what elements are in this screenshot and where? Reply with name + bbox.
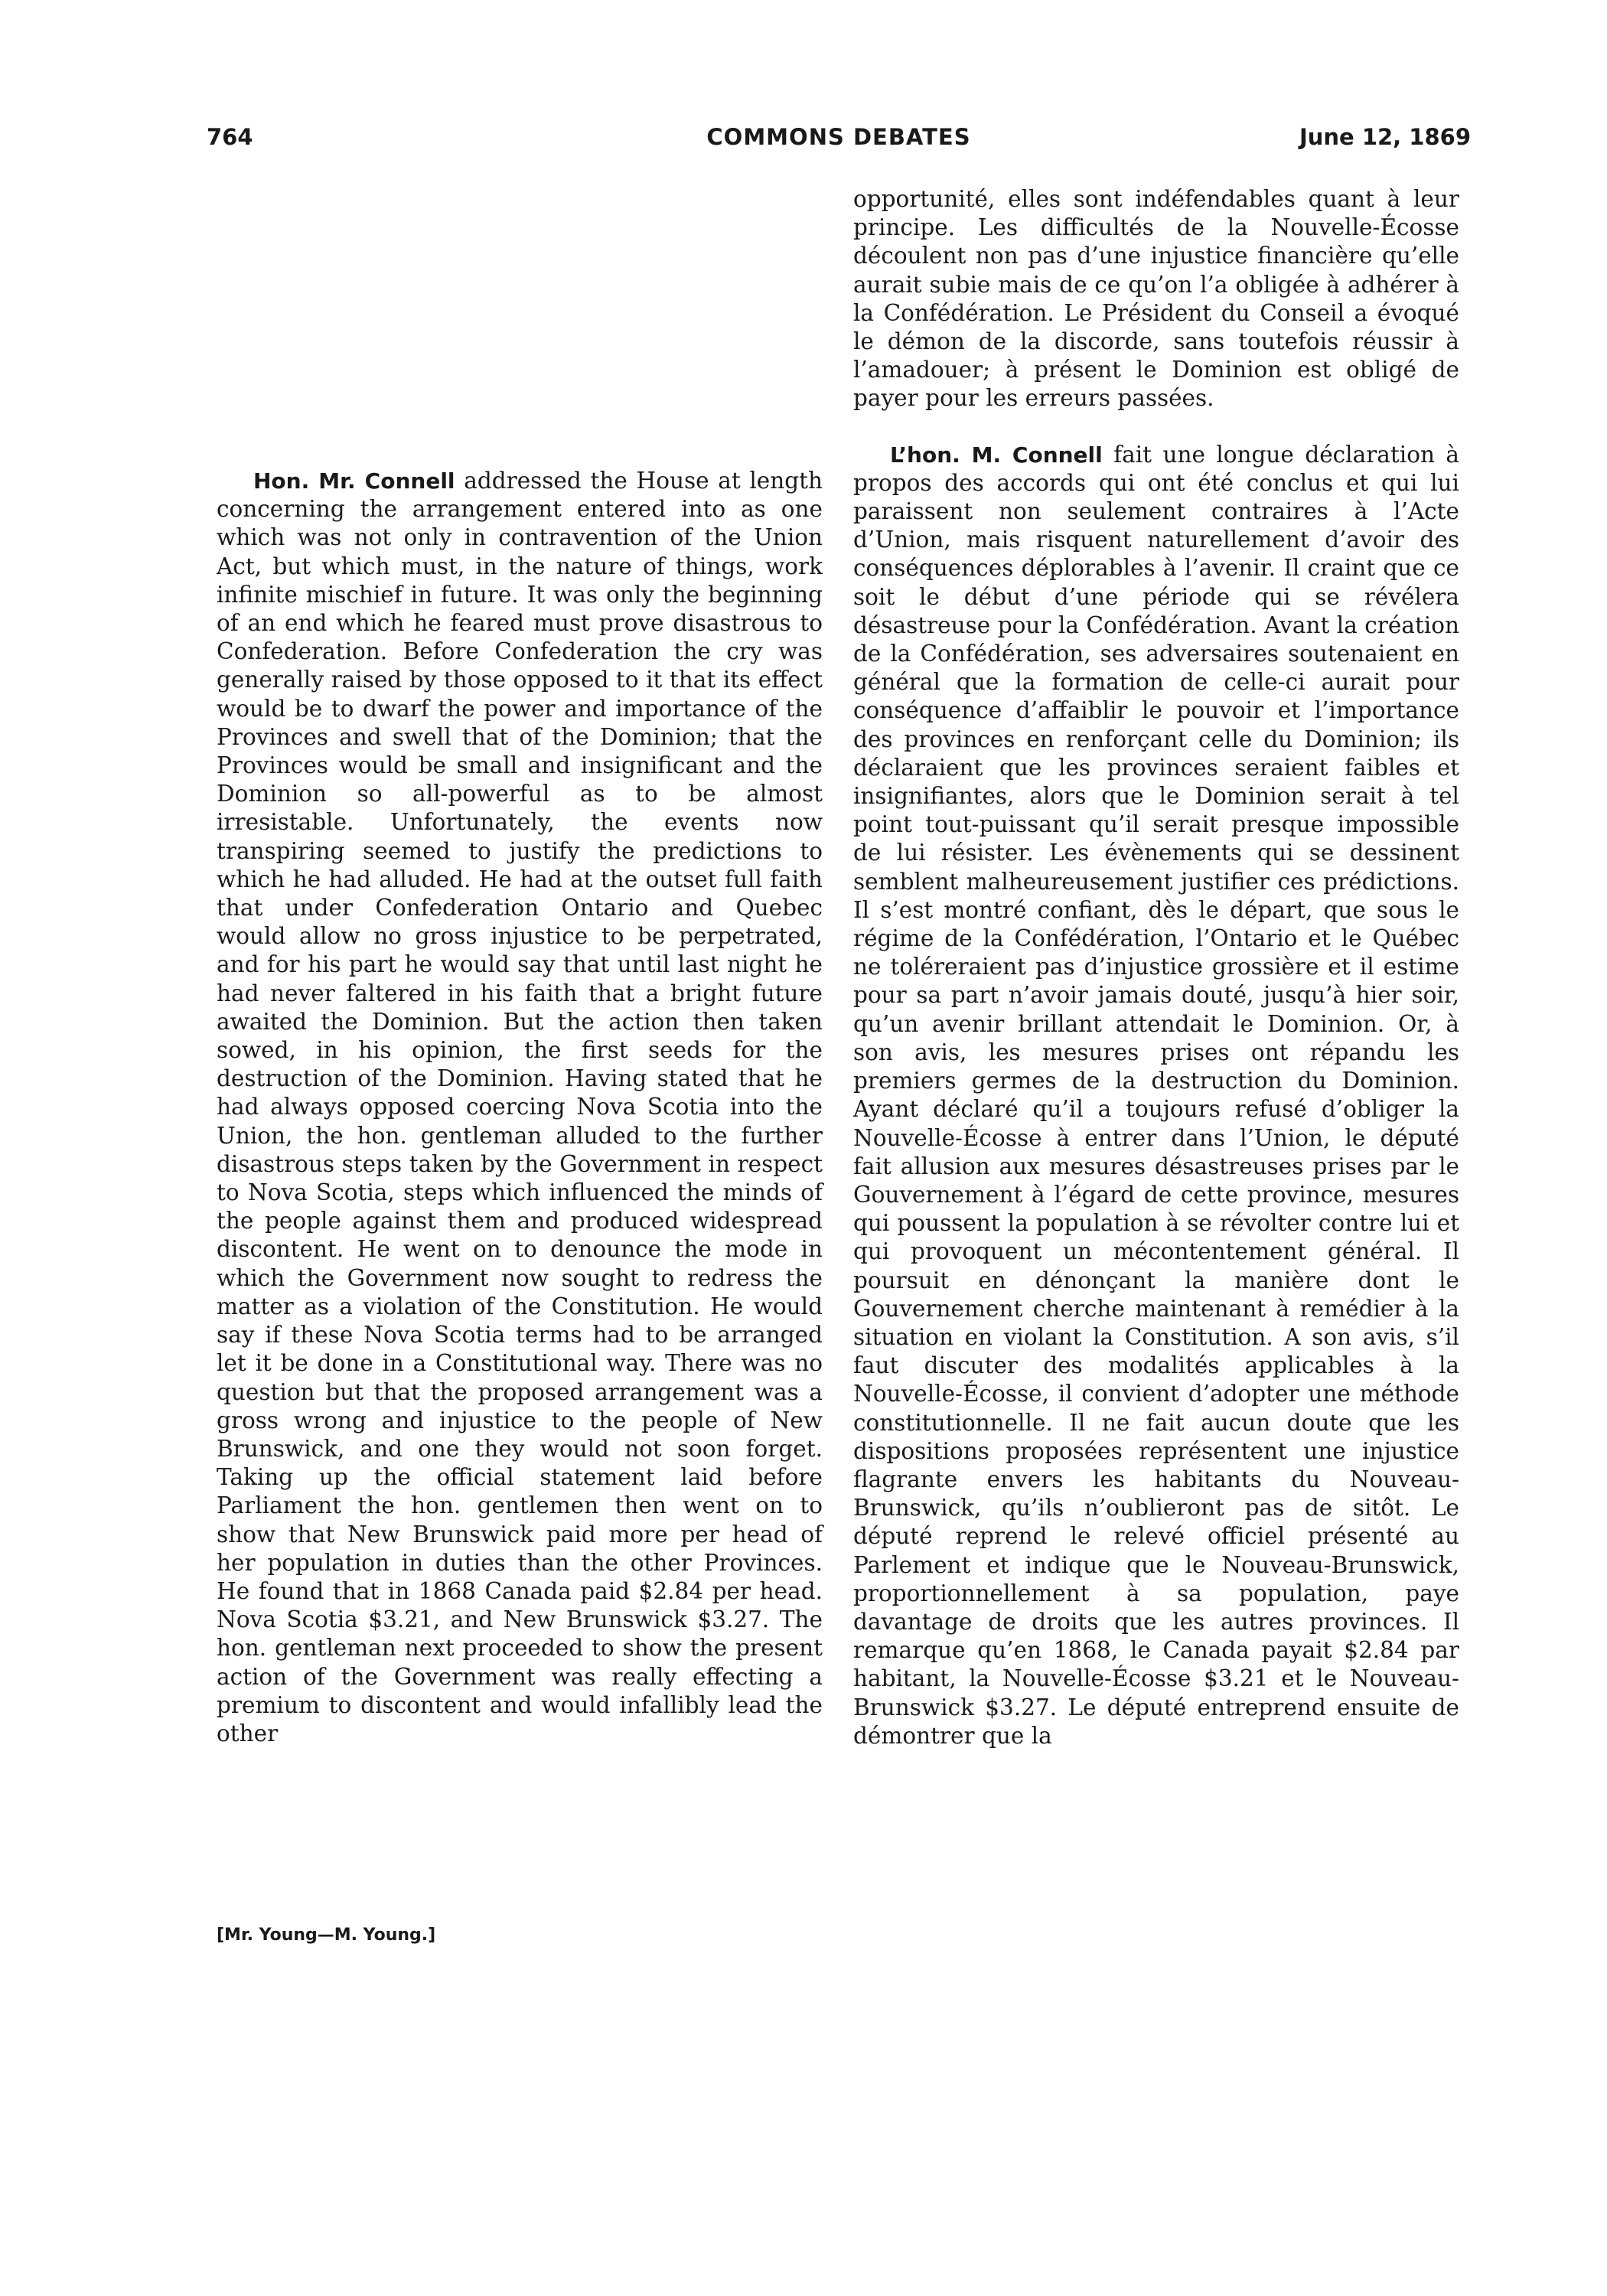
page-date: June 12, 1869 — [1299, 124, 1471, 150]
page-header — [207, 124, 1471, 155]
paragraph-text: addressed the House at length concerning the arrangement entered into as one which was not only in contravention of the Union Act, but which must, in the nature of things, work infinite mischief in future. It was only the beginning of an end which he feared must prove disastrous to Confederation. Before Confederation the cry was generally raised by those opposed to it that its effect would be to dwarf the power and importance of the Provinces and swell that of the Dominion; that the Provinces would be small and insignificant and the Dominion so all-powerful as to be almost irresistable. Unfortunately, the events now transpiring seemed to justify the predictions to which he had alluded. He had at the outset full faith that under Confederation Ontario and Quebec would allow no gross injustice to be perpetrated, and for his part he would say that until last night he had never faltered in his faith that a bright future awaited the Dominion. But the action then taken sowed, in his opinion, the first seeds for the destruction of the Dominion. Having stated that he had always opposed coercing Nova Scotia into the Union, the hon. gentleman alluded to the further disastrous steps taken by the Government in respect to Nova Scotia, steps which influenced the minds of the people against them and produced widespread discontent. He went on to denounce the mode in which the Government now sought to redress the matter as a violation of the Constitution. He would say if these Nova Scotia terms had to be arranged let it be done in a Constitutional way. There was no question but that the proposed arrangement was a gross wrong and injustice to the people of New Brunswick, and one they would not soon forget. Taking up the official statement laid before Parliament the hon. gentlemen then went on to show that New Brunswick paid more per head of her population in duties than the other Provinces. He found that in 1868 Canada paid $2.84 per head. Nova Scotia $3.21, and New Brunswick $3.27. The hon. gentleman next proceeded to show the present action of the Government was really effecting a premium to discontent and would infallibly lead the other — [217, 468, 823, 1746]
english-column — [217, 467, 823, 1748]
french-column — [853, 185, 1459, 1750]
speaker-name: Hon. Mr. Connell — [253, 468, 455, 494]
speaker-name-fr: L’hon. M. Connell — [890, 442, 1103, 468]
publication-title: COMMONS DEBATES — [706, 124, 971, 150]
paragraph-text-fr: fait une longue déclaration à propos des accords qui ont été conclus et qui lui paraissent non seulement contraires à l’Acte d’Union, mais risquent naturellement d’avoir des conséquences déplorables à l’avenir. Il craint que ce soit le début d’une période qui se révélera désastreuse pour la Confédération. Avant la création de la Confédération, ses adversaires soutenaient en général que la formation de celle-ci aurait pour conséquence d’affaiblir le pouvoir et l’importance des provinces en renforçant celle du Dominion; ils déclaraient que les provinces seraient faibles et insignifiantes, alors que le Dominion serait à tel point tout-puissant qu’il serait presque impossible de lui résister. Les évènements qui se dessinent semblent malheureusement justifier ces prédictions. Il s’est montré confiant, dès le départ, que sous le régime de la Confédération, l’Ontario et le Québec ne toléreraient pas d’injustice grossière et il estime pour sa part n’avoir jamais douté, jusqu’à hier soir, qu’un avenir brillant attendait le Dominion. Or, à son avis, les mesures prises ont répandu les premiers germes de la destruction du Dominion. Ayant déclaré qu’il a toujours refusé d’obliger la Nouvelle-Écosse à entrer dans l’Union, le député fait allusion aux mesures désastreuses prises par le Gouvernement à l’égard de cette province, mesures qui poussent la population à se révolter contre lui et qui provoquent un mécontentement général. Il poursuit en dénonçant la manière dont le Gouvernement cherche maintenant à remédier à la situation en violant la Constitution. A son avis, s’il faut discuter des modalités applicables à la Nouvelle-Écosse, il convient d’adopter une méthode constitutionnelle. Il ne fait aucun doute que les dispositions proposées représentent une injustice flagrante envers les habitants du Nouveau-Brunswick, qu’ils n’oublieront pas de sitôt. Le député reprend le relevé officiel présenté au Parlement et indique que le Nouveau-Brunswick, proportionnellement à sa population, paye davantage de droits que les autres provinces. Il remarque qu’en 1868, le Canada payait $2.84 par habitant, la Nouvelle-Écosse $3.21 et le Nouveau-Brunswick $3.27. Le député entreprend ensuite de démontrer que la — [853, 441, 1459, 1749]
english-paragraph — [217, 467, 823, 1748]
french-paragraph — [853, 441, 1459, 1750]
page-number: 764 — [207, 124, 253, 150]
french-paragraph-continuation: opportunité, elles sont indéfendables quant à leur principe. Les difficultés de la Nouvelle-Écosse découlent non pas d’une injustice financière qu’elle aurait subie mais de ce qu’on l’a obligée à adhérer à la Confédération. Le Président du Conseil a évoqué le démon de la discorde, sans toutefois réussir à l’amadouer; à présent le Dominion est obligé de payer pour les erreurs passées. — [853, 186, 1459, 412]
footnote: [Mr. Young—M. Young.] — [217, 1926, 436, 1945]
